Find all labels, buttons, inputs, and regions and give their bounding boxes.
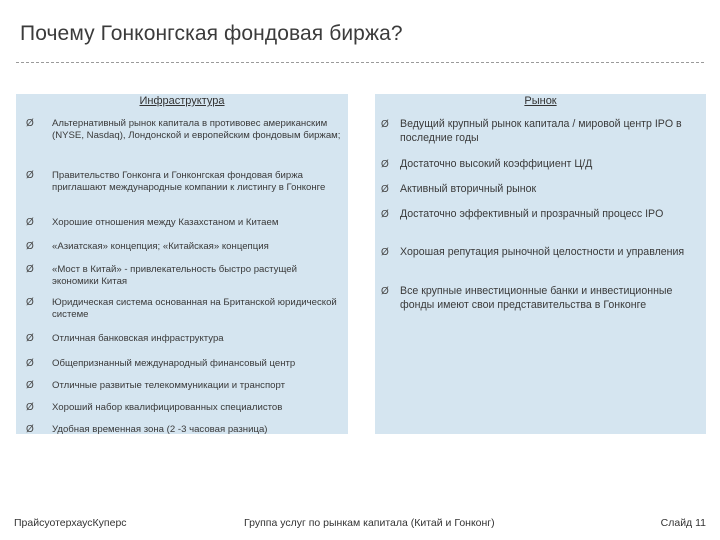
list-item bbox=[26, 217, 278, 229]
arrow-bullet-icon: Ø bbox=[26, 402, 34, 413]
slide-title: Почему Гонконгская фондовая биржа? bbox=[20, 22, 403, 45]
footer-slide-number: Слайд 11 bbox=[660, 517, 706, 529]
list-item bbox=[26, 333, 224, 345]
list-item bbox=[381, 158, 592, 172]
list-item bbox=[26, 380, 285, 392]
list-item bbox=[26, 241, 269, 253]
list-item-text: Достаточно эффективный и прозрачный процесс IPO bbox=[400, 208, 664, 220]
list-item bbox=[381, 208, 663, 222]
list-item bbox=[26, 170, 346, 194]
list-item bbox=[26, 118, 346, 142]
arrow-bullet-icon: Ø bbox=[26, 358, 34, 369]
list-item-text: Удобная временная зона (2 -3 часовая разница) bbox=[52, 424, 268, 435]
list-item-text: «Мост в Китай» - привлекательность быстро растущей экономики Китая bbox=[52, 264, 297, 287]
arrow-bullet-icon: Ø bbox=[381, 247, 389, 258]
arrow-bullet-icon: Ø bbox=[381, 119, 389, 130]
arrow-bullet-icon: Ø bbox=[381, 286, 389, 297]
list-item-text: Правительство Гонконга и Гонконгская фондовая биржа приглашают международные компании к листингу в Гонконге bbox=[52, 170, 326, 193]
list-item-text: Альтернативный рынок капитала в противовес американским (NYSE, Nasdaq), Лондонской и европейским фондовым биржам; bbox=[52, 118, 341, 141]
arrow-bullet-icon: Ø bbox=[26, 264, 34, 275]
list-item-text: «Азиатская» концепция; «Китайская» концепция bbox=[52, 241, 269, 252]
list-item-text: Ведущий крупный рынок капитала / мировой центр IPO в последние годы bbox=[400, 118, 682, 144]
list-item-text: Общепризнанный международный финансовый центр bbox=[52, 358, 296, 369]
footer-company: ПрайсуотерхаусКуперс bbox=[14, 517, 127, 529]
infrastructure-panel bbox=[16, 94, 348, 434]
footer-group: Группа услуг по рынкам капитала (Китай и Гонконг) bbox=[244, 517, 495, 529]
arrow-bullet-icon: Ø bbox=[381, 209, 389, 220]
arrow-bullet-icon: Ø bbox=[26, 380, 34, 391]
list-item-text: Отличные развитые телекоммуникации и транспорт bbox=[52, 380, 285, 391]
list-item bbox=[26, 424, 267, 436]
list-item bbox=[26, 402, 282, 414]
list-item-text: Достаточно высокий коэффициент Ц/Д bbox=[400, 158, 593, 170]
list-item bbox=[381, 183, 536, 197]
market-heading: Рынок bbox=[524, 95, 557, 107]
arrow-bullet-icon: Ø bbox=[381, 184, 389, 195]
arrow-bullet-icon: Ø bbox=[26, 118, 34, 129]
list-item bbox=[26, 297, 346, 321]
list-item bbox=[381, 246, 684, 260]
arrow-bullet-icon: Ø bbox=[26, 170, 34, 181]
list-item bbox=[381, 285, 699, 312]
list-item bbox=[26, 264, 346, 288]
arrow-bullet-icon: Ø bbox=[26, 333, 34, 344]
list-item-text: Активный вторичный рынок bbox=[400, 183, 537, 195]
title-divider bbox=[16, 62, 704, 63]
list-item bbox=[381, 118, 699, 145]
list-item bbox=[26, 358, 295, 370]
market-panel bbox=[375, 94, 706, 434]
list-item-text: Хорошие отношения между Казахстаном и Китаем bbox=[52, 217, 279, 228]
arrow-bullet-icon: Ø bbox=[26, 241, 34, 252]
infrastructure-heading: Инфраструктура bbox=[139, 95, 225, 107]
list-item-text: Хорошая репутация рыночной целостности и управления bbox=[400, 246, 685, 258]
arrow-bullet-icon: Ø bbox=[26, 424, 34, 435]
list-item-text: Юридическая система основанная на Британской юридической системе bbox=[52, 297, 337, 320]
list-item-text: Хороший набор квалифицированных специалистов bbox=[52, 402, 283, 413]
arrow-bullet-icon: Ø bbox=[26, 297, 34, 308]
list-item-text: Отличная банковская инфраструктура bbox=[52, 333, 224, 344]
list-item-text: Все крупные инвестиционные банки и инвестиционные фонды имеют свои представительства в Гонконге bbox=[400, 285, 673, 311]
arrow-bullet-icon: Ø bbox=[26, 217, 34, 228]
arrow-bullet-icon: Ø bbox=[381, 159, 389, 170]
